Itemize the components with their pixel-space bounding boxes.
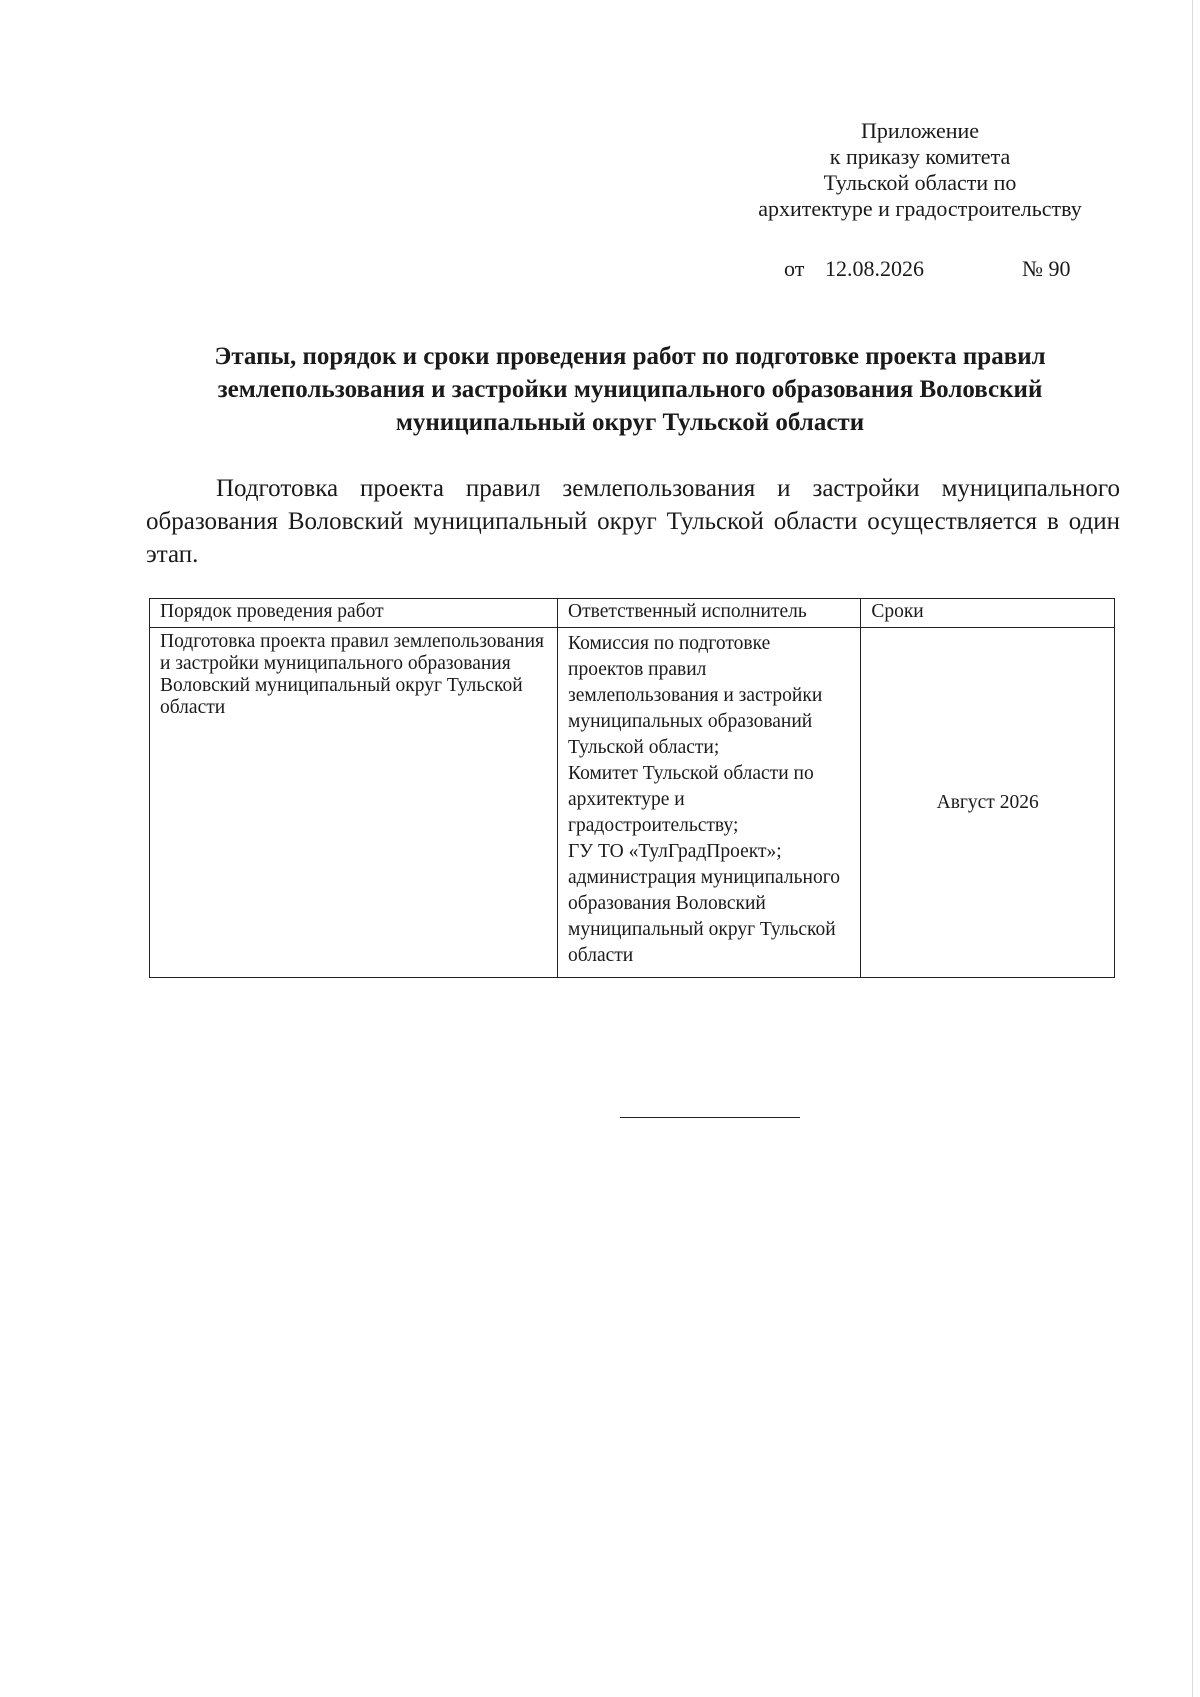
appendix-line-3: Тульской области по <box>823 170 1017 195</box>
cell-work: Подготовка проекта правил землепользования и застройки муниципального образования Воловский муниципальный округ Тульской области <box>150 628 558 978</box>
appendix-header <box>700 118 1140 222</box>
table-row <box>150 628 1115 978</box>
page-edge-line <box>1192 0 1193 1697</box>
responsible-item: Комиссия по подготовке проектов правил землепользования и застройки муниципальных образований Тульской области; <box>568 633 823 758</box>
table-header-row <box>150 599 1115 628</box>
header-responsible: Ответственный исполнитель <box>558 599 861 628</box>
appendix-line-1: Приложение <box>860 118 980 143</box>
separator-line <box>620 1117 800 1118</box>
cell-term: Август 2026 <box>861 628 1115 978</box>
cell-responsible <box>558 628 861 978</box>
header-work-order: Порядок проведения работ <box>150 599 558 628</box>
document-title: Этапы, порядок и сроки проведения работ по подготовке проекта правил землепользования и застройки муниципального образования Воловский муниципальный округ Тульской области <box>214 343 1046 436</box>
order-from-label: от <box>784 256 805 281</box>
order-number: № 90 <box>1022 256 1071 281</box>
responsible-item: ГУ ТО «ТулГрадПроект»; <box>568 841 782 862</box>
responsible-item: администрация муниципального образования Воловский муниципальный округ Тульской области <box>568 867 840 966</box>
responsible-item: Комитет Тульской области по архитектуре и градостроительству; <box>568 763 814 836</box>
header-terms: Сроки <box>861 599 1115 628</box>
works-table <box>149 598 1115 978</box>
appendix-line-4: архитектуре и градостроительству <box>758 196 1082 221</box>
intro-paragraph: Подготовка проекта правил землепользования и застройки муниципального образования Воловский муниципальный округ Тульской области осуществляется в один этап. <box>146 475 1120 568</box>
order-date: 12.08.2026 <box>825 256 924 281</box>
appendix-line-2: к приказу комитета <box>829 144 1011 169</box>
